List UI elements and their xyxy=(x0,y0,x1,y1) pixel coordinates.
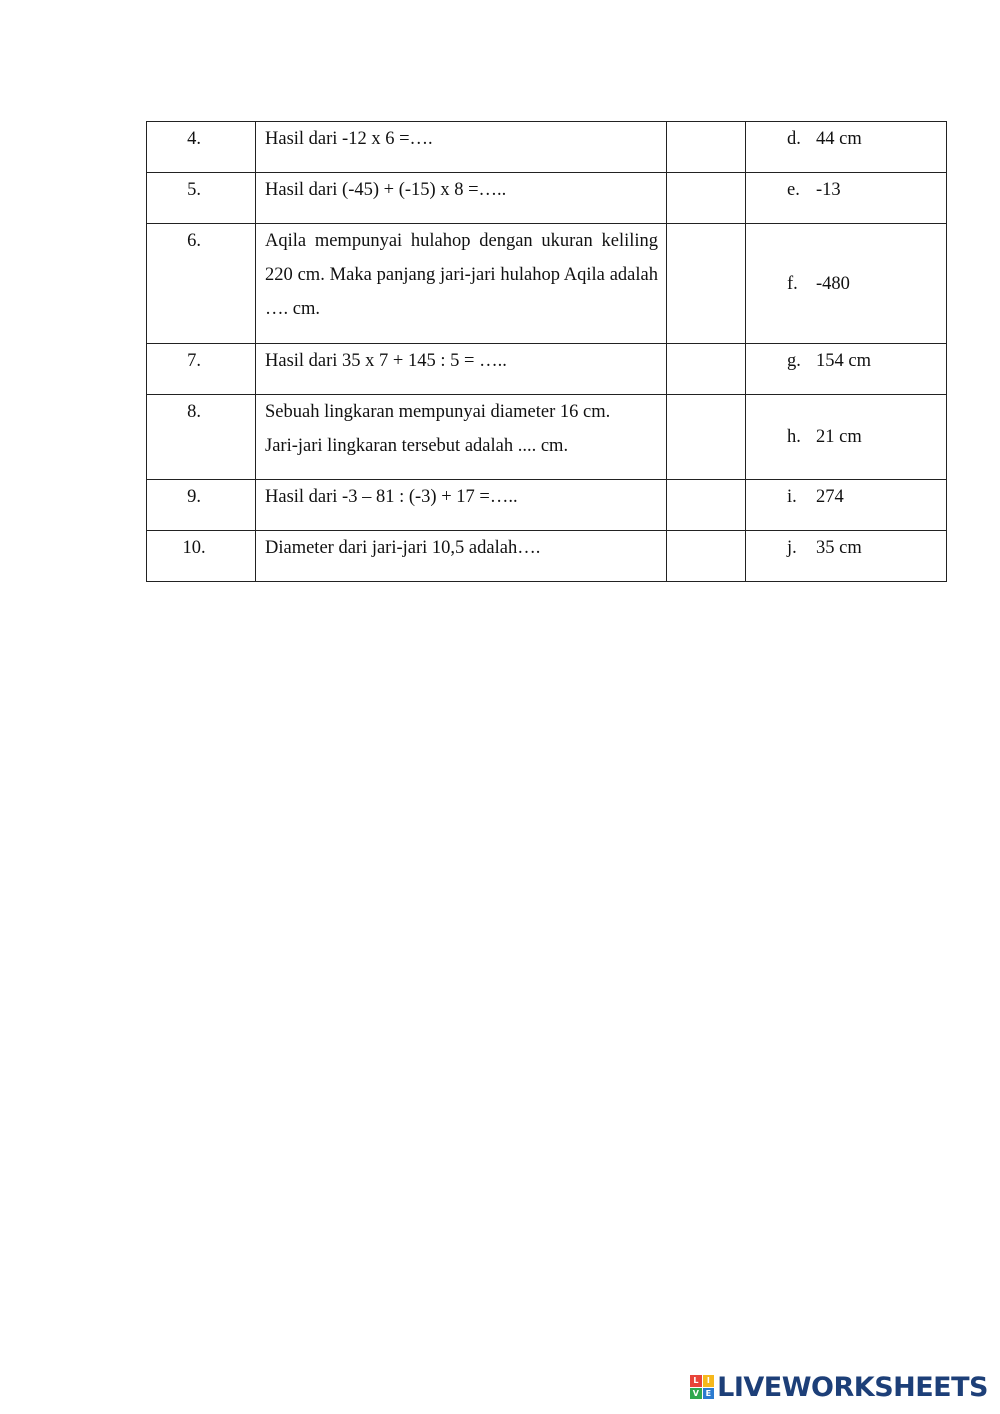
question-number: 9. xyxy=(147,480,256,531)
option-letter: j. xyxy=(787,538,797,558)
option-cell xyxy=(746,224,947,344)
table-row xyxy=(147,122,947,173)
option-value: 274 xyxy=(816,487,844,507)
question-text-cell xyxy=(256,480,667,531)
question-text: Hasil dari -12 x 6 =…. xyxy=(265,129,433,149)
question-text-cell xyxy=(256,531,667,582)
question-number: 4. xyxy=(147,122,256,173)
question-text-line: Sebuah lingkaran mempunyai diameter 16 cm. xyxy=(265,402,611,422)
option-cell xyxy=(746,480,947,531)
question-text-line: Jari-jari lingkaran tersebut adalah .... cm. xyxy=(265,436,569,456)
answer-blank[interactable] xyxy=(667,224,746,344)
question-text: Hasil dari 35 x 7 + 145 : 5 = ….. xyxy=(265,351,507,371)
live-logo-icon xyxy=(690,1375,714,1399)
question-text-cell xyxy=(256,395,667,480)
question-number: 5. xyxy=(147,173,256,224)
option-cell xyxy=(746,395,947,480)
table-row xyxy=(147,173,947,224)
option-value: 154 cm xyxy=(816,351,871,371)
answer-blank[interactable] xyxy=(667,173,746,224)
question-text-cell xyxy=(256,344,667,395)
question-number: 7. xyxy=(147,344,256,395)
logo-tile: E xyxy=(703,1388,715,1400)
option-value: -480 xyxy=(816,273,850,294)
question-text: Diameter dari jari-jari 10,5 adalah…. xyxy=(265,538,541,558)
logo-tile: I xyxy=(703,1375,715,1387)
question-text-cell xyxy=(256,173,667,224)
answer-blank[interactable] xyxy=(667,344,746,395)
table-row xyxy=(147,531,947,582)
option-value: -13 xyxy=(816,180,841,200)
answer-blank[interactable] xyxy=(667,395,746,480)
question-text: Hasil dari -3 – 81 : (-3) + 17 =….. xyxy=(265,487,518,507)
option-cell xyxy=(746,122,947,173)
option-cell xyxy=(746,531,947,582)
option-value: 21 cm xyxy=(816,427,862,447)
brand-name: LIVEWORKSHEETS xyxy=(717,1371,988,1403)
question-text-cell xyxy=(256,122,667,173)
logo-tile: L xyxy=(690,1375,702,1387)
question-number: 6. xyxy=(147,224,256,344)
table-row xyxy=(147,395,947,480)
matching-table xyxy=(146,121,947,582)
option-letter: h. xyxy=(787,427,801,447)
liveworksheets-logo xyxy=(690,1372,988,1402)
option-letter: f. xyxy=(787,273,798,294)
answer-blank[interactable] xyxy=(667,480,746,531)
answer-blank[interactable] xyxy=(667,122,746,173)
table-row xyxy=(147,224,947,344)
question-text-cell xyxy=(256,224,667,344)
option-value: 44 cm xyxy=(816,129,862,149)
option-letter: d. xyxy=(787,129,801,149)
option-letter: e. xyxy=(787,180,800,200)
table-row xyxy=(147,480,947,531)
answer-blank[interactable] xyxy=(667,531,746,582)
question-number: 8. xyxy=(147,395,256,480)
option-cell xyxy=(746,344,947,395)
option-cell xyxy=(746,173,947,224)
option-value: 35 cm xyxy=(816,538,862,558)
option-letter: g. xyxy=(787,351,801,371)
option-letter: i. xyxy=(787,487,797,507)
question-text: Hasil dari (-45) + (-15) x 8 =….. xyxy=(265,180,507,200)
table-row xyxy=(147,344,947,395)
question-number: 10. xyxy=(147,531,256,582)
logo-tile: V xyxy=(690,1388,702,1400)
question-text: Aqila mempunyai hulahop dengan ukuran keliling 220 cm. Maka panjang jari-jari hulahop Aqila adalah …. cm. xyxy=(265,231,658,319)
